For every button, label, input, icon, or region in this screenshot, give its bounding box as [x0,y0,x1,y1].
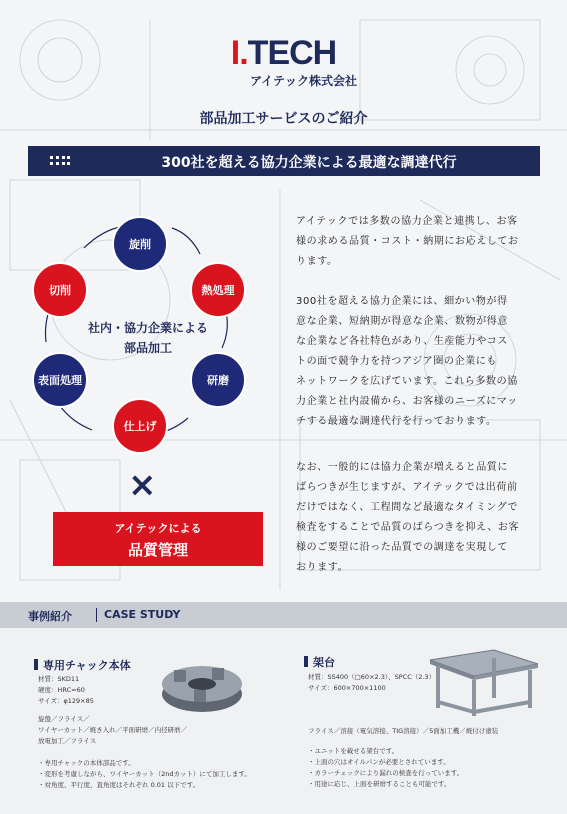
card-marker [304,656,308,667]
process-node-turning: 旋削 [112,216,168,272]
section-banner [28,146,540,176]
frame-product-image [424,646,544,718]
chuck-process: 旋盤／フライス／ ワイヤーカット／焼き入れ／平面研磨／内径研磨／ 放電加工／フライス [38,715,188,745]
itech-logo: I.TECH [230,34,337,72]
card-title-chuck: 専用チャック本体 [34,657,131,673]
chuck-product-image [156,652,248,718]
case-study-header [0,602,567,628]
chuck-notes: ・専用チャックの本体部品です。 ・変形を考慮しながら、ワイヤーカット（2ndカット）にて加工します。 ・対角度、平行度、直角度はそれぞれ 0.01 以下です。 [38,759,251,789]
case-study-label-jp: 事例紹介 [28,610,72,623]
page-subtitle: 部品加工サービスのご紹介 [199,111,368,127]
process-node-finishing: 仕上げ [112,398,168,454]
intro-paragraph: アイテックでは多数の協力企業と連携し、お客 様の求める品質・コスト・納期にお応えしてお ります。 [296,216,519,267]
chuck-specs: 材質：SKD11 硬度：HRC=60 サイズ：φ129×85 [38,675,94,705]
dots-icon [50,156,70,166]
process-node-heat-treatment: 熱処理 [190,262,246,318]
card-marker [34,659,38,670]
quality-paragraph: なお、一般的には協力企業が増えると品質に ばらつきが生じますが、アイテックでは出荷前 だけではなく、工程間など最適なタイミングで 検査をすることで品質のばらつきを抑え、お客 様のご要望に沿った品質での調達を実現して おります。 [296,462,520,573]
process-node-surface-treatment: 表面処理 [32,352,88,408]
cycle-center-text: 社内・協力企業による 部品加工 [87,321,208,355]
frame-specs: 材質：SS400（□60×2.3）、SPCC（2.3） サイズ：600×700×1100 [308,673,436,692]
company-name: アイテック株式会社 [250,74,357,88]
cross-mark: × [128,465,157,505]
case-study-divider [96,608,97,622]
card-title-frame: 架台 [304,654,335,670]
frame-notes: ・ユニットを載せる架台です。 ・上面の穴はオイルパンが必要とされています。 ・カラーチェックにより漏れの検査を行っています。 ・用途に応じ、上面を研磨することも可能です。 [308,747,464,788]
quality-control-box: アイテックによる 品質管理 [53,512,263,566]
banner-title: 300社を超える協力企業による最適な調達代行 [161,155,457,171]
network-paragraph: 300社を超える協力企業には、細かい物が得 意な企業、短納期が得意な企業、数物が得意 な企業など各社特色があり、生産能力やコス トの面で競争力を持つアジア圏の企業にも ネットワークを広げています。これら多数の協 力企業と社内設備から、お客様のニーズにマッ チする最適な調達代行を行っております。 [296,296,518,427]
frame-process: フライス／溶接（電気溶接、TIG溶接）／5面加工機／焼付け塗装 [308,727,499,735]
process-node-cutting: 切削 [32,262,88,318]
case-study-label-en: CASE STUDY [104,608,181,621]
process-node-grinding: 研磨 [190,352,246,408]
header [0,36,567,89]
